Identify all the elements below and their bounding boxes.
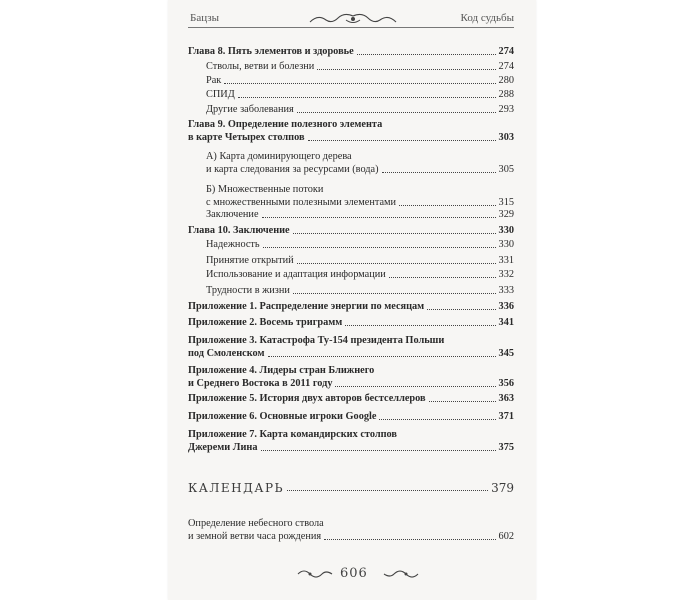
toc-entry[interactable] (206, 254, 514, 267)
leader-dots (345, 325, 495, 326)
toc-entry[interactable] (206, 208, 514, 221)
toc-entry-title: Приложение 1. Распределение энергии по месяцам (188, 301, 425, 312)
toc-entry-page: 330 (498, 239, 514, 250)
toc-entry-title: Принятие открытий (206, 255, 294, 266)
toc-entry[interactable] (188, 392, 514, 405)
toc-entry-title: СПИД (206, 89, 235, 100)
header-right: Код судьбы (460, 12, 514, 24)
toc-entry-page: 305 (498, 164, 514, 175)
toc-entry-title: Стволы, ветви и болезни (206, 61, 315, 72)
toc-entry[interactable] (206, 88, 514, 101)
toc-entry-page: 274 (498, 61, 514, 72)
leader-dots (297, 112, 496, 113)
toc-entry-page: 303 (498, 132, 514, 143)
toc-entry[interactable] (206, 103, 514, 116)
final-entry-page: 602 (498, 531, 514, 542)
leader-dots (262, 217, 496, 218)
footer-ornament-left-icon (296, 566, 334, 582)
toc-calendar-heading[interactable] (188, 479, 514, 495)
final-entry-line-2: и земной ветви часа рождения (188, 531, 322, 542)
leader-dots (335, 386, 495, 387)
toc-entry-page: 336 (498, 301, 514, 312)
toc-entry-title: Глава 10. Заключение (188, 225, 290, 236)
leader-dots (399, 205, 495, 206)
leader-dots (293, 233, 496, 234)
toc-entry[interactable] (206, 238, 514, 251)
toc-entry[interactable] (206, 74, 514, 87)
toc-entry-line: Б) Множественные потоки (206, 184, 324, 195)
toc-entry[interactable] (188, 316, 514, 329)
toc-entry-page: 330 (498, 225, 514, 236)
leader-dots (263, 247, 496, 248)
leader-dots (324, 539, 495, 540)
toc-entry-title: Джереми Лина (188, 442, 258, 453)
leader-dots (427, 309, 495, 310)
toc-entry[interactable] (188, 45, 514, 58)
leader-dots (238, 97, 496, 98)
toc-entry-page: 288 (498, 89, 514, 100)
toc-entry-page: 274 (498, 46, 514, 57)
toc-entry[interactable] (188, 364, 514, 390)
leader-dots (357, 54, 496, 55)
toc-entry-line: Приложение 4. Лидеры стран Ближнего (188, 365, 375, 376)
toc-entry-page: 329 (498, 209, 514, 220)
leader-dots (429, 401, 496, 402)
toc-entry-title: и Среднего Востока в 2011 году (188, 378, 333, 389)
toc-entry-page: 315 (498, 197, 514, 208)
leader-dots (308, 140, 496, 141)
leader-dots (317, 69, 495, 70)
toc-entry-title: с множественными полезными элементами (206, 197, 397, 208)
toc-entry[interactable] (206, 183, 514, 209)
leader-dots (389, 277, 496, 278)
calendar-page: 379 (491, 481, 514, 495)
leader-dots (287, 490, 488, 491)
toc-entry-page: 280 (498, 75, 514, 86)
toc-entry-title: Заключение (206, 209, 259, 220)
toc-entry-title: Надежность (206, 239, 260, 250)
leader-dots (261, 450, 496, 451)
toc-entry-line: Приложение 3. Катастрофа Ту-154 президента Польши (188, 335, 445, 346)
leader-dots (297, 263, 496, 264)
page-number: 606 (340, 566, 368, 581)
toc-entry-line: Приложение 7. Карта командирских столпов (188, 429, 397, 440)
toc-entry-page: 363 (498, 393, 514, 404)
toc-entry-title: Другие заболевания (206, 104, 294, 115)
toc-entry-title: Приложение 2. Восемь триграмм (188, 317, 343, 328)
toc-entry-title: в карте Четырех столпов (188, 132, 305, 143)
toc-entry[interactable] (188, 224, 514, 237)
header-left: Бацзы (190, 12, 219, 24)
toc-entry-title: Использование и адаптация информации (206, 269, 386, 280)
final-entry-line-1: Определение небесного ствола (188, 518, 324, 529)
toc-entry-title: Приложение 5. История двух авторов бестселлеров (188, 393, 426, 404)
page-footer (296, 564, 420, 584)
toc-entry-line: Глава 9. Определение полезного элемента (188, 119, 383, 130)
toc-entry-page: 293 (498, 104, 514, 115)
toc-entry-page: 332 (498, 269, 514, 280)
toc-entry-line: А) Карта доминирующего дерева (206, 151, 352, 162)
toc-entry[interactable] (206, 60, 514, 73)
toc-entry[interactable] (188, 428, 514, 454)
calendar-label: КАЛЕНДАРЬ (188, 481, 285, 495)
toc-entry[interactable] (206, 284, 514, 297)
leader-dots (379, 419, 495, 420)
leader-dots (293, 293, 496, 294)
toc-entry[interactable] (188, 118, 514, 144)
leader-dots (382, 172, 496, 173)
toc-entry-page: 331 (498, 255, 514, 266)
toc-entry-page: 375 (498, 442, 514, 453)
toc-entry[interactable] (188, 300, 514, 313)
leader-dots (224, 83, 495, 84)
toc-entry-page: 333 (498, 285, 514, 296)
footer-ornament-right-icon (382, 566, 420, 582)
toc-final-entry[interactable] (188, 517, 514, 543)
toc-entry[interactable] (206, 150, 514, 176)
toc-entry-page: 341 (498, 317, 514, 328)
toc-entry-title: Приложение 6. Основные игроки Google (188, 411, 377, 422)
toc-entry-page: 356 (498, 378, 514, 389)
toc-entry[interactable] (206, 268, 514, 281)
toc-entry-title: Трудности в жизни (206, 285, 290, 296)
toc-entry[interactable] (188, 410, 514, 423)
toc-entry[interactable] (188, 334, 514, 360)
toc-entry-page: 345 (498, 348, 514, 359)
toc-entry-title: и карта следования за ресурсами (вода) (206, 164, 379, 175)
leader-dots (268, 356, 496, 357)
toc-entry-title: Глава 8. Пять элементов и здоровье (188, 46, 354, 57)
toc-entry-page: 371 (498, 411, 514, 422)
toc-entry-title: под Смоленском (188, 348, 265, 359)
toc-entry-title: Рак (206, 75, 222, 86)
